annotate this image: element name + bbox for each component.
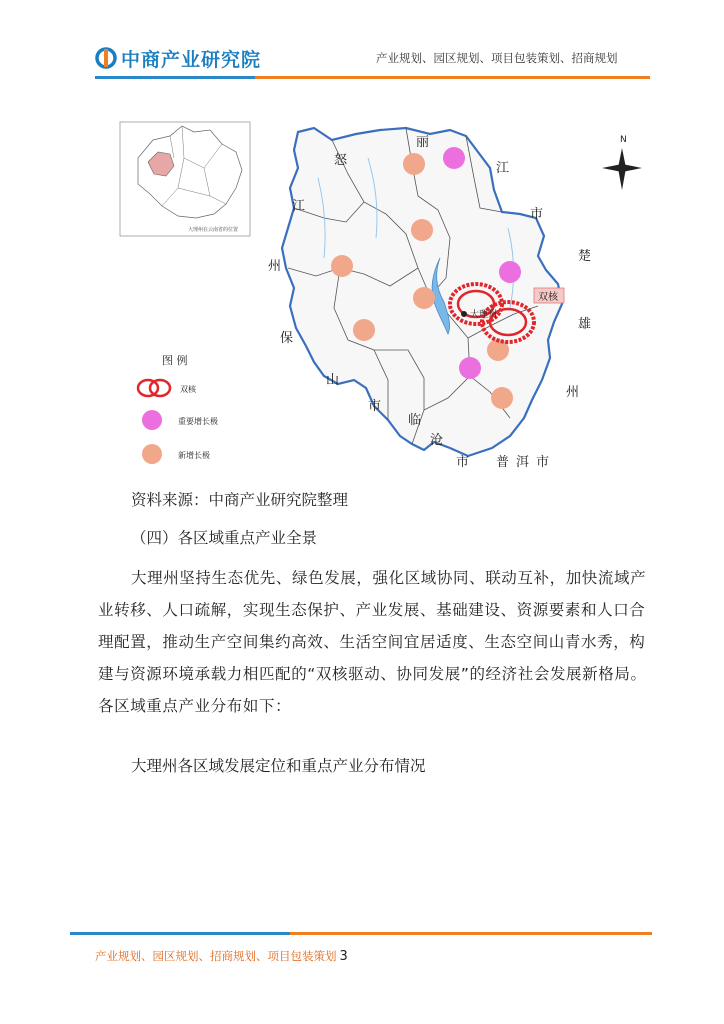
edge-label: 保 bbox=[280, 331, 294, 346]
growth-pole bbox=[411, 219, 433, 241]
important-pole bbox=[459, 357, 481, 379]
important-pole bbox=[443, 147, 465, 169]
city-label: 大理州 bbox=[470, 310, 498, 320]
page-footer bbox=[95, 948, 348, 964]
edge-label: 江 bbox=[292, 199, 306, 214]
compass-north-label: N bbox=[620, 135, 627, 145]
legend-title: 图 例 bbox=[162, 354, 188, 367]
legend-label: 新增长极 bbox=[178, 451, 210, 460]
header-divider-orange bbox=[255, 76, 650, 79]
dali-map-figure bbox=[118, 118, 663, 480]
growth-pole bbox=[491, 387, 513, 409]
edge-label: 雄 bbox=[578, 317, 592, 332]
growth-pole bbox=[353, 319, 375, 341]
growth-pole bbox=[331, 255, 353, 277]
edge-label: 沧 bbox=[430, 433, 444, 448]
legend-important-icon bbox=[142, 410, 162, 430]
body-paragraph: 大理州坚持生态优先、绿色发展，强化区域协同、联动互补，加快流域产业转移、人口疏解，实现生态保护、产业发展、基础建设、资源要素和人口合理配置，推动生产空间集约高效、生活空间宜居适度、生态空间山青水秀，构建与资源环境承载力相匹配的“双核驱动、协同发展”的经济社会发展新格局。各区域重点产业分布如下： bbox=[98, 569, 647, 715]
figure-source: 资料来源：中商产业研究院整理 bbox=[131, 491, 349, 509]
core-label: 双核 bbox=[538, 292, 558, 303]
edge-label: 市 bbox=[536, 455, 550, 470]
footer-divider-orange bbox=[290, 932, 652, 935]
table-caption: 大理州各区域发展定位和重点产业分布情况 bbox=[131, 757, 426, 775]
edge-label: 临 bbox=[408, 413, 422, 428]
edge-label: 怒 bbox=[334, 153, 348, 168]
edge-label: 洱 bbox=[516, 455, 530, 470]
growth-pole bbox=[413, 287, 435, 309]
inset-caption: 大理州在云南省的位置 bbox=[188, 227, 239, 233]
footer-tagline: 产业规划、园区规划、招商规划、项目包装策划 bbox=[95, 949, 337, 963]
header-tagline: 产业规划、园区规划、项目包装策划、招商规划 bbox=[376, 51, 618, 65]
page-number: 3 bbox=[339, 949, 348, 964]
header-divider-blue bbox=[95, 76, 255, 79]
city-marker bbox=[461, 311, 467, 317]
legend-label: 双核 bbox=[180, 385, 196, 394]
legend-growth-icon bbox=[142, 444, 162, 464]
edge-label: 丽 bbox=[416, 135, 430, 150]
logo-text: 中商产业研究院 bbox=[121, 48, 262, 71]
map-legend bbox=[138, 353, 218, 464]
page-header bbox=[0, 0, 724, 90]
edge-label: 江 bbox=[496, 161, 510, 176]
important-pole bbox=[499, 261, 521, 283]
edge-label: 州 bbox=[268, 259, 282, 274]
edge-label: 山 bbox=[326, 373, 340, 388]
edge-label: 州 bbox=[566, 385, 580, 400]
logo-icon bbox=[95, 47, 117, 69]
footer-divider-blue bbox=[70, 932, 290, 935]
edge-label: 市 bbox=[368, 399, 382, 414]
edge-label: 楚 bbox=[578, 249, 592, 264]
compass bbox=[602, 135, 642, 190]
legend-label: 重要增长极 bbox=[178, 417, 218, 426]
section-heading: （四）各区域重点产业全景 bbox=[131, 529, 318, 547]
edge-label: 普 bbox=[496, 455, 510, 470]
growth-pole bbox=[403, 153, 425, 175]
company-logo bbox=[95, 44, 261, 72]
inset-map bbox=[120, 122, 250, 236]
edge-label: 市 bbox=[456, 455, 470, 470]
edge-label: 市 bbox=[530, 207, 544, 222]
